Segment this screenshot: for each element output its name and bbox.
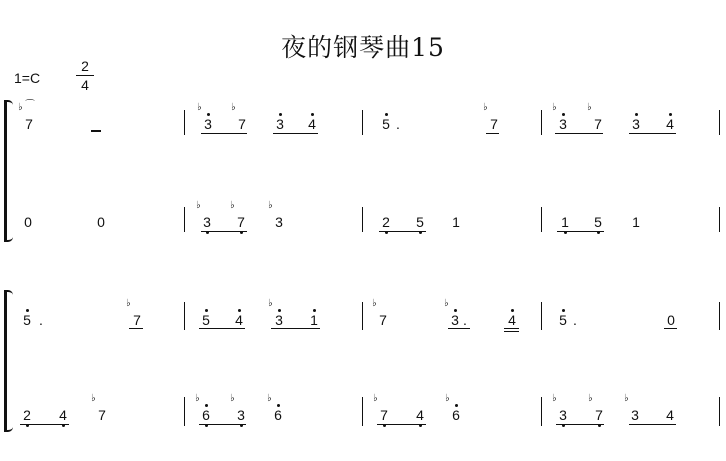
note: 3 <box>632 116 640 132</box>
note: 7 <box>380 407 388 423</box>
eighth-note-underline <box>129 328 143 329</box>
octave-dot <box>311 113 314 116</box>
note: 3 <box>237 407 245 423</box>
brace-hook-top <box>4 290 13 295</box>
bar-line <box>719 110 720 135</box>
note: . <box>396 116 400 132</box>
note: 3 <box>559 116 567 132</box>
eighth-note-underline <box>377 424 426 425</box>
note: 7 <box>238 116 246 132</box>
flat-accidental-icon: ♭ <box>587 102 592 113</box>
flat-accidental-icon: ♭ <box>268 298 273 309</box>
note: 4 <box>235 312 243 328</box>
eighth-note-underline <box>273 133 318 134</box>
bar-line <box>541 397 542 426</box>
note: . <box>573 312 577 328</box>
eighth-note-underline <box>201 231 247 232</box>
note: 5 <box>559 312 567 328</box>
note: 3 <box>204 116 212 132</box>
octave-dot <box>385 113 388 116</box>
note: 7 <box>594 116 602 132</box>
bar-line <box>541 207 542 232</box>
half-rest-dash <box>91 130 101 132</box>
flat-accidental-icon: ♭ <box>268 200 273 211</box>
eighth-note-underline <box>629 133 676 134</box>
eighth-note-underline <box>486 133 499 134</box>
note: 0 <box>24 214 32 230</box>
bar-line <box>719 397 720 426</box>
flat-accidental-icon: ♭ <box>624 393 629 404</box>
flat-accidental-icon: ♭ <box>444 298 449 309</box>
flat-accidental-icon: ♭ <box>91 393 96 404</box>
note: 7 <box>490 116 498 132</box>
key-signature: 1=C <box>14 70 41 86</box>
note: 5 <box>382 116 390 132</box>
time-signature-divider <box>76 75 94 76</box>
note: 6 <box>452 407 460 423</box>
fermata-icon: ⌒ <box>25 100 35 111</box>
note: 6 <box>202 407 210 423</box>
note: 2 <box>23 407 31 423</box>
eighth-note-underline <box>504 328 519 329</box>
octave-dot <box>455 404 458 407</box>
eighth-note-underline <box>271 328 320 329</box>
note: 3 <box>451 312 459 328</box>
note: 4 <box>416 407 424 423</box>
octave-dot <box>277 404 280 407</box>
note: 1 <box>632 214 640 230</box>
octave-dot <box>511 309 514 312</box>
flat-accidental-icon: ♭ <box>197 102 202 113</box>
time-signature-denominator: 4 <box>81 77 89 93</box>
note: 3 <box>559 407 567 423</box>
note: 3 <box>631 407 639 423</box>
bar-line <box>362 302 363 330</box>
octave-dot <box>669 113 672 116</box>
flat-accidental-icon: ♭ <box>552 393 557 404</box>
eighth-note-underline <box>201 133 247 134</box>
flat-accidental-icon: ♭ <box>372 298 377 309</box>
score-title: 夜的钢琴曲15 <box>281 33 445 62</box>
note: 7 <box>379 312 387 328</box>
note: 7 <box>237 214 245 230</box>
note: 5 <box>202 312 210 328</box>
octave-dot <box>238 309 241 312</box>
bar-line <box>541 110 542 135</box>
bar-line <box>362 397 363 426</box>
octave-dot <box>313 309 316 312</box>
brace-hook-top <box>4 100 13 105</box>
octave-dot <box>562 113 565 116</box>
note: . <box>463 312 467 328</box>
eighth-note-underline <box>379 231 426 232</box>
note: 4 <box>666 407 674 423</box>
flat-accidental-icon: ♭ <box>195 393 200 404</box>
flat-accidental-icon: ♭ <box>230 393 235 404</box>
brace-hook-bottom <box>4 427 13 432</box>
flat-accidental-icon: ♭ <box>18 102 23 113</box>
note: 5 <box>594 214 602 230</box>
octave-dot <box>207 113 210 116</box>
note: 7 <box>133 312 141 328</box>
eighth-note-underline <box>664 328 677 329</box>
brace-line <box>4 290 7 432</box>
note: 7 <box>98 407 106 423</box>
flat-accidental-icon: ♭ <box>445 393 450 404</box>
octave-dot <box>205 404 208 407</box>
time-signature-numerator: 2 <box>81 58 89 74</box>
time-signature <box>76 58 94 93</box>
note: 1 <box>310 312 318 328</box>
octave-dot <box>26 309 29 312</box>
note: 2 <box>382 214 390 230</box>
flat-accidental-icon: ♭ <box>196 200 201 211</box>
bar-line <box>362 207 363 232</box>
octave-dot <box>562 309 565 312</box>
bar-line <box>719 302 720 330</box>
octave-dot <box>635 113 638 116</box>
note: 1 <box>561 214 569 230</box>
eighth-note-underline <box>556 424 604 425</box>
bar-line <box>184 110 185 135</box>
note: 7 <box>25 116 33 132</box>
eighth-note-underline <box>199 424 246 425</box>
note: 1 <box>452 214 460 230</box>
brace-hook-bottom <box>4 237 13 242</box>
flat-accidental-icon: ♭ <box>267 393 272 404</box>
system-1-brace <box>4 100 14 242</box>
brace-line <box>4 100 7 242</box>
octave-dot <box>205 309 208 312</box>
note: 3 <box>275 214 283 230</box>
octave-dot <box>278 309 281 312</box>
flat-accidental-icon: ♭ <box>126 298 131 309</box>
flat-accidental-icon: ♭ <box>483 102 488 113</box>
eighth-note-underline <box>557 231 604 232</box>
bar-line <box>362 110 363 135</box>
note: 4 <box>666 116 674 132</box>
note: 3 <box>203 214 211 230</box>
note: 0 <box>667 312 675 328</box>
eighth-note-underline <box>199 328 245 329</box>
note: 5 <box>416 214 424 230</box>
note: 7 <box>595 407 603 423</box>
note: 4 <box>59 407 67 423</box>
eighth-note-underline <box>448 328 470 329</box>
note: 6 <box>274 407 282 423</box>
bar-line <box>184 302 185 330</box>
flat-accidental-icon: ♭ <box>231 102 236 113</box>
note: 4 <box>308 116 316 132</box>
octave-dot <box>454 309 457 312</box>
flat-accidental-icon: ♭ <box>373 393 378 404</box>
bar-line <box>719 207 720 232</box>
flat-accidental-icon: ♭ <box>588 393 593 404</box>
eighth-note-underline <box>20 424 69 425</box>
note: 0 <box>97 214 105 230</box>
octave-dot <box>279 113 282 116</box>
flat-accidental-icon: ♭ <box>552 102 557 113</box>
note: 3 <box>276 116 284 132</box>
eighth-note-underline <box>629 424 676 425</box>
eighth-note-underline <box>555 133 603 134</box>
note: 3 <box>275 312 283 328</box>
note: 5 <box>23 312 31 328</box>
sixteenth-note-underline <box>504 331 519 332</box>
note: 4 <box>508 312 516 328</box>
bar-line <box>184 207 185 232</box>
system-2-brace <box>4 290 14 432</box>
bar-line <box>184 397 185 426</box>
note: . <box>39 312 43 328</box>
bar-line <box>541 302 542 330</box>
flat-accidental-icon: ♭ <box>230 200 235 211</box>
